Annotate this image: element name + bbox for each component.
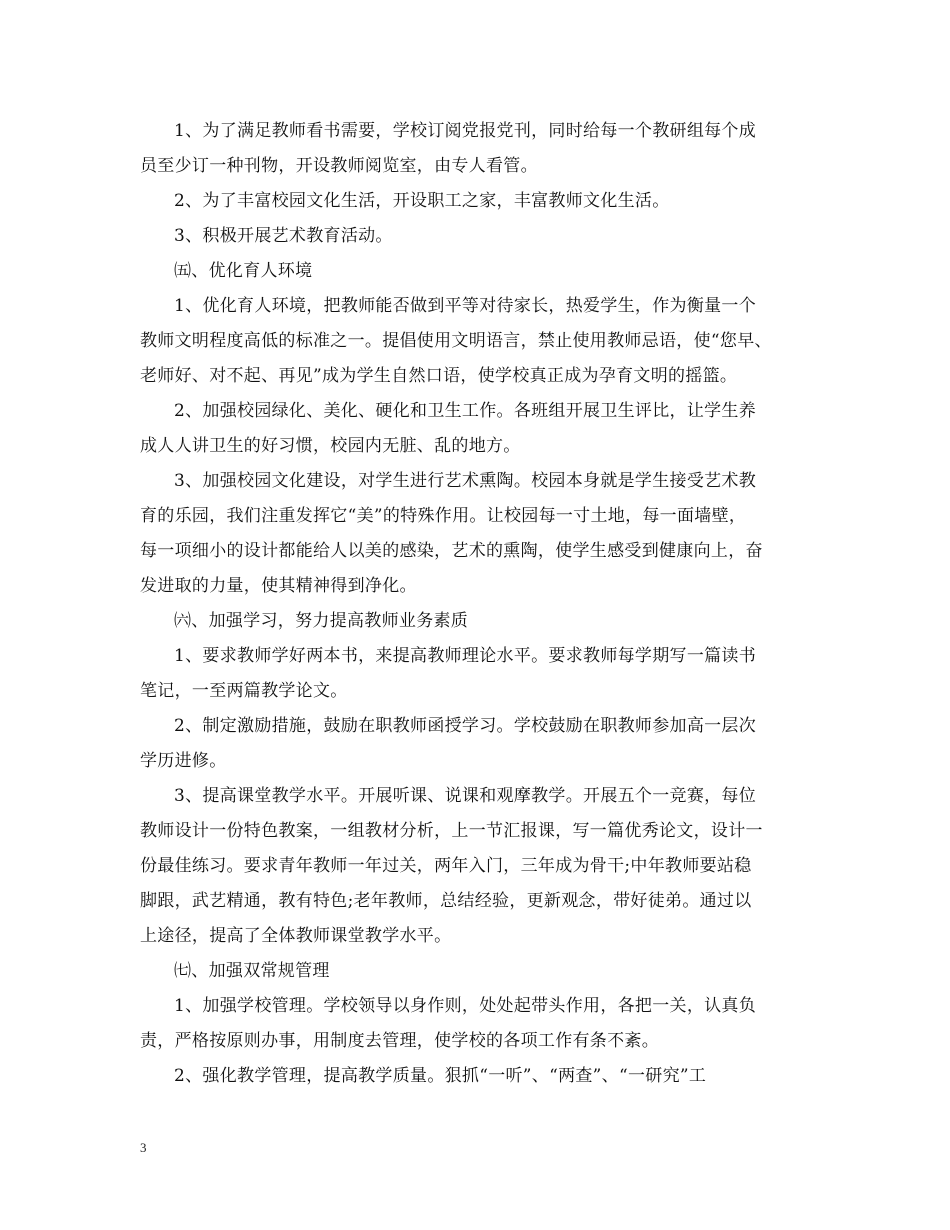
section-heading: ㈥、加强学习，努力提高教师业务素质 xyxy=(174,611,469,631)
text-line: 3、提高课堂教学水平。开展听课、说课和观摩教学。开展五个一竞赛，每位 xyxy=(174,786,757,806)
text-line: 2、为了丰富校园文化生活，开设职工之家，丰富教师文化生活。 xyxy=(174,191,670,211)
text-line: 1、优化育人环境，把教师能否做到平等对待家长，热爱学生，作为衡量一个 xyxy=(174,296,757,316)
text-line: 老师好、对不起、再见”成为学生自然口语，使学校真正成为孕育文明的摇篮。 xyxy=(140,366,738,386)
text-line: 员至少订一种刊物，开设教师阅览室，由专人看管。 xyxy=(140,156,538,176)
text-line: 育的乐园，我们注重发挥它“美”的特殊作用。让校园每一寸土地，每一面墙壁， xyxy=(140,506,747,526)
text-line: 2、加强校园绿化、美化、硬化和卫生工作。各班组开展卫生评比，让学生养 xyxy=(174,401,757,421)
text-line: 笔记，一至两篇教学论文。 xyxy=(140,681,348,701)
text-line: 1、要求教师学好两本书，来提高教师理论水平。要求教师每学期写一篇读书 xyxy=(174,646,757,666)
section-heading: ㈦、加强双常规管理 xyxy=(174,961,330,981)
text-line: 成人人讲卫生的好习惯，校园内无脏、乱的地方。 xyxy=(140,436,521,456)
text-line: 份最佳练习。要求青年教师一年过关，两年入门，三年成为骨干;中年教师要站稳 xyxy=(140,856,752,876)
text-line: 2、制定激励措施，鼓励在职教师函授学习。学校鼓励在职教师参加高一层次 xyxy=(174,716,757,736)
text-line: 上途径，提高了全体教师课堂教学水平。 xyxy=(140,926,452,946)
section-heading: ㈤、优化育人环境 xyxy=(174,261,313,281)
text-line: 责，严格按原则办事，用制度去管理，使学校的各项工作有条不紊。 xyxy=(140,1031,659,1051)
text-line: 学历进修。 xyxy=(140,751,227,771)
text-line: 每一项细小的设计都能给人以美的感染，艺术的熏陶，使学生感受到健康向上，奋 xyxy=(140,541,763,561)
text-line: 1、加强学校管理。学校领导以身作则，处处起带头作用，各把一关，认真负 xyxy=(174,996,757,1016)
text-line: 3、加强校园文化建设，对学生进行艺术熏陶。校园本身就是学生接受艺术教 xyxy=(174,471,757,491)
text-line: 3、积极开展艺术教育活动。 xyxy=(174,226,393,246)
text-line: 发进取的力量，使其精神得到净化。 xyxy=(140,576,417,596)
text-line: 脚跟，武艺精通，教有特色;老年教师，总结经验，更新观念，带好徒弟。通过以 xyxy=(140,891,752,911)
page-number: 3 xyxy=(140,1140,147,1155)
text-line: 1、为了满足教师看书需要，学校订阅党报党刊，同时给每一个教研组每个成 xyxy=(174,121,757,141)
text-line: 2、强化教学管理，提高教学质量。狠抓“一听”、“两查”、“一研究”工 xyxy=(174,1066,707,1086)
text-line: 教师设计一份特色教案，一组教材分析，上一节汇报课，写一篇优秀论文，设计一 xyxy=(140,821,763,841)
text-line: 教师文明程度高低的标准之一。提倡使用文明语言，禁止使用教师忌语，使“您早、 xyxy=(140,331,772,351)
